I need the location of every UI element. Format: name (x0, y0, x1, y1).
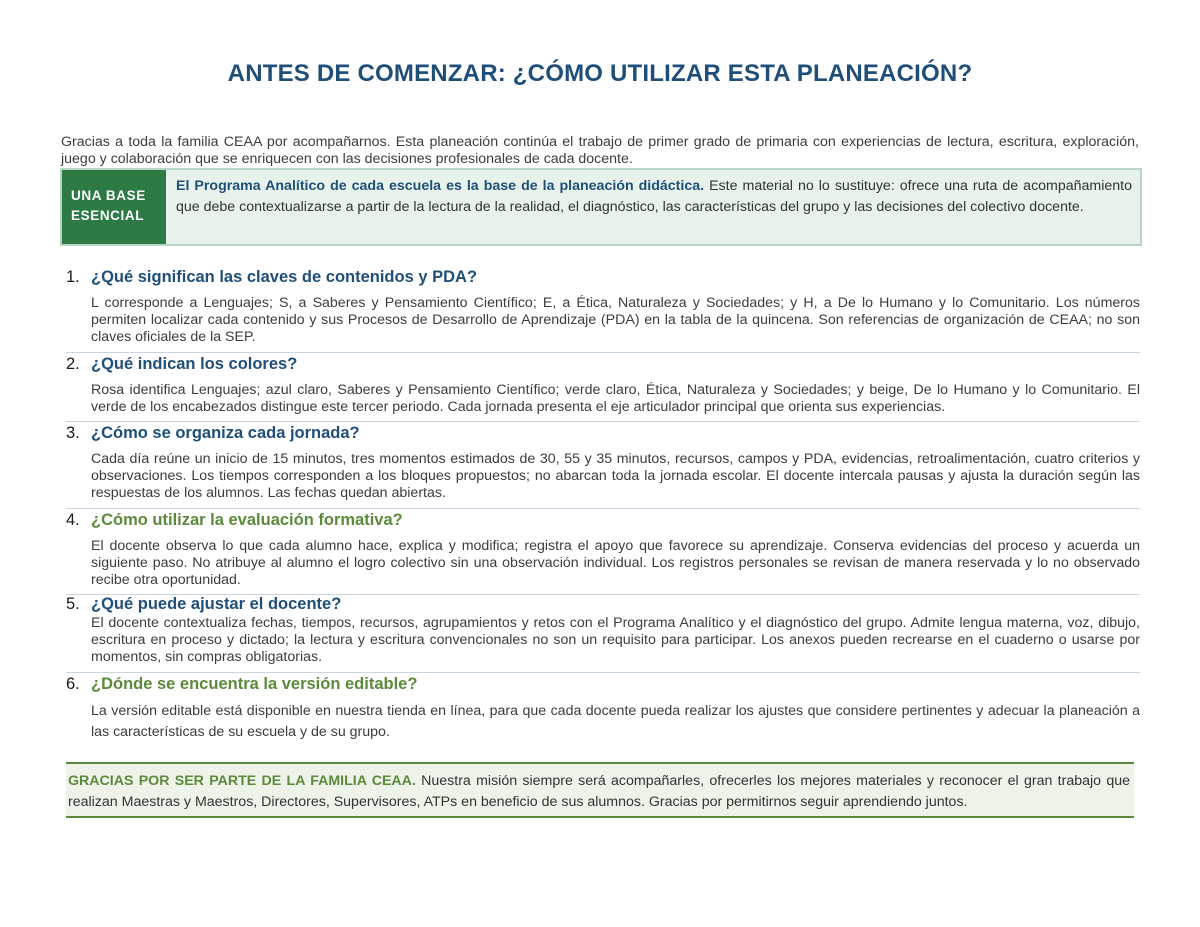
faq-question: ¿Cómo utilizar la evaluación formativa? (91, 511, 403, 529)
faq-answer: L corresponde a Lenguajes; S, a Saberes y Pensamiento Científico; E, a Ética, Naturaleza y Sociedades; y H, a De lo Humano y lo Comunitario. Los números permiten localizar cada contenido y sus Procesos de Desarrollo de Aprendizaje (PDA) en la tabla de la quincena. Son referencias de organización de CEAA; no son claves oficiales de la SEP. (91, 295, 1140, 345)
intro-paragraph: Gracias a toda la familia CEAA por acompañarnos. Esta planeación continúa el trabajo de primer grado de primaria con experiencias de lectura, escritura, exploración, juego y colaboración que se enriquecen con las decisiones profesionales de cada docente. (61, 134, 1139, 167)
callout-strong-text: El Programa Analítico de cada escuela es la base de la planeación didáctica. (176, 178, 705, 194)
callout-text (166, 170, 1140, 244)
faq-question: ¿Dónde se encuentra la versión editable? (91, 675, 418, 693)
faq-number: 2. (66, 355, 80, 373)
faq-list (66, 268, 1140, 745)
thanks-body-text: Nuestra misión siempre será acompañarles, ofrecerles los mejores materiales y reconocer el gran trabajo que realizan Maestras y Maestros, Directores, Supervisores, ATPs en beneficio de sus alumnos. Gracias por permitirnos seguir aprendiendo juntos. (68, 773, 1130, 810)
faq-question: ¿Qué puede ajustar el docente? (91, 595, 342, 613)
faq-number: 5. (66, 595, 80, 613)
faq-number: 6. (66, 675, 80, 693)
faq-item-1 (66, 268, 1140, 353)
faq-question: ¿Cómo se organiza cada jornada? (91, 424, 360, 442)
faq-number: 3. (66, 424, 80, 442)
faq-answer: Cada día reúne un inicio de 15 minutos, tres momentos estimados de 30, 55 y 35 minutos, recursos, campos y PDA, evidencias, retroalimentación, cuatro criterios y observaciones. Los tiempos corresponden a los bloques propuestos; no abarcan toda la jornada escolar. El docente intercala pausas y ajusta la duración según las respuestas de los alumnos. Las fechas quedan abiertas. (91, 451, 1140, 501)
faq-item-2 (66, 355, 1140, 422)
faq-question: ¿Qué significan las claves de contenidos y PDA? (91, 268, 478, 286)
faq-item-5 (66, 595, 1140, 673)
faq-answer: El docente observa lo que cada alumno hace, explica y modifica; registra el apoyo que favorece su aprendizaje. Conserva evidencias del proceso y acuerda un siguiente paso. No atribuye al alumno el logro colectivo sin una observación individual. Los registros personales se revisan de manera reservada y lo no observado recibe otra oportunidad. (91, 538, 1140, 588)
faq-answer: Rosa identifica Lenguajes; azul claro, Saberes y Pensamiento Científico; verde claro, Ética, Naturaleza y Sociedades; y beige, De lo Humano y lo Comunitario. El verde de los encabezados distingue este tercer periodo. Cada jornada presenta el eje articulador principal que orienta sus experiencias. (91, 382, 1140, 415)
callout-tag: UNA BASE ESENCIAL (62, 170, 166, 244)
faq-item-3 (66, 424, 1140, 509)
faq-answer: El docente contextualiza fechas, tiempos, recursos, agrupamientos y retos con el Programa Analítico y el diagnóstico del grupo. Admite lengua materna, voz, dibujo, escritura en proceso y dictado; la lectura y escritura convencionales no son un requisito para participar. Los anexos pueden recrearse en el cuaderno o usarse por momentos, sin compras obligatorias. (91, 615, 1140, 665)
callout-body-text: Este material no lo sustituye: ofrece una ruta de acompañamiento que debe contextualizarse a partir de la lectura de la realidad, el diagnóstico, las características del grupo y las decisiones del colectivo docente. (176, 178, 1133, 215)
thanks-banner (66, 762, 1134, 818)
faq-item-6 (66, 675, 1140, 745)
faq-number: 4. (66, 511, 80, 529)
essential-base-callout (60, 168, 1142, 246)
faq-question: ¿Qué indican los colores? (91, 355, 298, 373)
faq-number: 1. (66, 268, 80, 286)
thanks-strong-text: GRACIAS POR SER PARTE DE LA FAMILIA CEAA. (68, 773, 416, 789)
faq-item-4 (66, 511, 1140, 595)
page-title: ANTES DE COMENZAR: ¿CÓMO UTILIZAR ESTA PLANEACIÓN? (227, 60, 973, 87)
faq-answer: La versión editable está disponible en nuestra tienda en línea, para que cada docente pueda realizar los ajustes que considere pertinentes y adecuar la planeación a las características de su escuela y de su grupo. (91, 703, 1140, 740)
